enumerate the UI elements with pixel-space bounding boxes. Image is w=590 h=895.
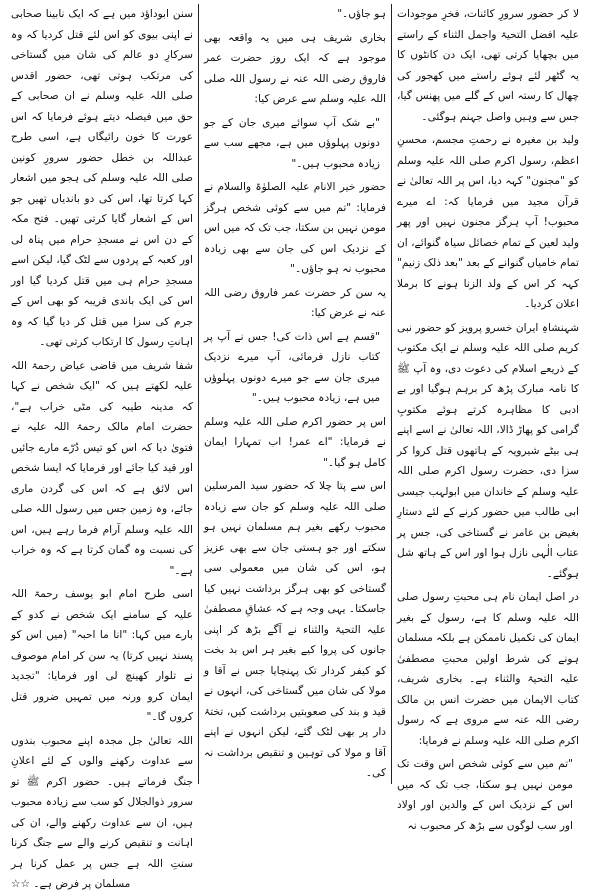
paragraph: سنن ابوداؤد میں ہے کہ ایک نابینا صحابی نے اپنی بیوی کو اس لئے قتل کردیا کہ وہ سرکارِ دو عالم کی شان میں گستاخی کی مرتکب ہوتی تھی، حضور اقدس صلی اللہ علیہ وسلم نے ان صحابی کے حق میں فیصلہ دیتے ہوئے فرمایا کہ اس عورت کا خون رائیگاں ہے، اسی طرح عبداللہ بن خطل حضور سرورِ کونین صلی اللہ علیہ وسلم کی ہجو میں اشعار کہا کرتا تھا، اس کی دو باندیاں تھیں جو اس کے اشعار گایا کرتی تھیں۔ فتح مکہ کے دن اس نے مسجدِ حرام میں پناہ لی اور کعبہ کے پردوں سے لٹک گیا، لیکن اسے مسجدِ حرام ہی میں قتل کردیا گیا اور اس کی ایک باندی قریبہ کو بھی اس کے جرم کی سزا میں قتل کر دیا گیا کہ وہ اہانتِ رسول کا ارتکاب کرتی تھی۔ — [11, 8, 193, 348]
hadith-quote: "تم میں سے کوئی شخص اس وقت تک مومن نہیں ہو سکتا، جب تک کہ میں اس کے نزدیک اس کے والدین اور اولاد اور سب لوگوں سے بڑھ کر محبوب نہ — [397, 758, 573, 832]
column-middle — [199, 4, 392, 784]
hadith-quote: "قسم ہے اس ذات کی! جس نے آپ پر کتاب نازل فرمائی، آپ میرے نزدیک میری جان سے جو میرے دونوں پہلوؤں میں ہے، زیادہ محبوب ہیں۔" — [204, 330, 380, 404]
paragraph: اس پر حضور اکرم صلی اللہ علیہ وسلم نے فرمایا: "اے عمر! اب تمہارا ایمان کامل ہو گیا۔" — [204, 415, 386, 469]
paragraph: اس سے پتا چلا کہ حضور سید المرسلین صلی اللہ علیہ وسلم کو جان سے زیادہ محبوب رکھے بغیر ہم مسلمان نہیں ہو سکتے اور جو ہستی جان سے بھی عزیز ہو، اس کی شان میں معمولی سی گستاخی کو بھی ہرگز برداشت نہیں کیا جاسکتا۔ یہی وجہ ہے کہ عشاقِ مصطفیٰ علیہ التحیۃ والثناء نے آگے بڑھ کر اپنی جانوں کی پروا کیے بغیر ہر اس بد بخت کو کیفر کردار تک پہنچایا جس نے آقا و مولا کی شان میں گستاخی کی، انہوں نے قید و بند کی صعوبتیں برداشت کیں، تختۂ دار پر بھی لٹک گئے، لیکن انہوں نے اپنے آقا و مولا کی توہین و تنقیص برداشت نہ کی۔ — [204, 480, 386, 779]
text-columns — [6, 4, 584, 890]
column-right — [392, 4, 584, 832]
hadith-quote: "بے شک آپ سوائے میری جان کے جو دونوں پہلوؤں میں ہے، مجھے سب سے زیادہ محبوب ہیں۔" — [204, 116, 380, 170]
paragraph: اسی طرح امام ابو یوسف رحمۃ اللہ علیہ کے سامنے ایک شخص نے کدو کے بارے میں کہا: "انا ما احبہ" (میں اس کو پسند نہیں کرتا) یہ سن کر امام موصوف نے تلوار کھینچ لی اور فرمایا: "تجدید ایمان کرو ورنہ میں تمہیں ضرور قتل کروں گا۔" — [11, 588, 193, 723]
paragraph: بخاری شریف ہی میں یہ واقعہ بھی موجود ہے کہ ایک روز حضرت عمر فاروق رضی اللہ عنہ نے رسول اللہ صلی اللہ علیہ وسلم سے عرض کیا: — [204, 31, 386, 105]
paragraph: ولید بن مغیرہ نے رحمتِ مجسم، محسنِ اعظم، رسول اکرم صلی اللہ علیہ وسلم کو "مجنون" کہہ دیا، اس پر اللہ تعالیٰ نے قرآن مجید میں فرمایا کہ: اے میرے محبوب! آپ ہرگز مجنون نہیں اور پھر ولید لعین کے تمام خصائل سیاہ گنوائے، ان تمام خامیاں گنوانے کے بعد "بعد ذلک زنیم" کہہ کر اس کے ولد الزنا ہونے کا برملا اعلان کردیا۔ — [397, 134, 579, 310]
paragraph: شہنشاہِ ایران خسرو پرویز کو حضور نبی کریم صلی اللہ علیہ وسلم نے ایک مکتوب کے ذریعے اسلام کی دعوت دی، وہ آپ ﷺ کا نامہ مبارک پڑھ کر برہم ہوگیا اور بے ادبی کا مظاہرہ کرتے ہوئے مکتوبِ گرامی کو پھاڑ ڈالا، اللہ تعالیٰ نے اسے اپنے ہی بیٹے شیرویہ کے ہاتھوں قتل کروا کر سزا دی، حضرت رسول اکرم صلی اللہ علیہ وسلم کے خاندان میں ابولہب جیسی ابی طالب میں حضور کرنے کے لئے دستارِ بغیض بن عامر نے گستاخی کی، جس پر عتاب الٰہی نازل ہوا اور اس کے ہاتھ شل ہوگئے۔ — [397, 321, 579, 580]
paragraph: اللہ تعالیٰ جل مجدہ اپنے محبوب بندوں سے عداوت رکھنے والوں کے لئے اعلانِ جنگ فرماتے ہیں۔ حضور اکرم ﷺ تو سرور ذوالجلال کو سب سے زیادہ محبوب ہیں، ان سے عداوت رکھنے والے، ان کی اہانت و تنقیص کرنے والے سے جنگ کرنا سنتِ اللہ ہے جس پر عمل کرنا ہر مسلمان پر فرض ہے۔ ☆☆ — [11, 734, 193, 890]
paragraph: در اصل ایمان نام ہی محبتِ رسول صلی اللہ علیہ وسلم کا ہے، رسول کے بغیر ایمان کی تکمیل ناممکن ہے بلکہ مسلمان ہونے کی شرط اولین محبتِ مصطفیٰ علیہ التحیۃ والثناء ہے۔ بخاری شریف، کتاب الایمان میں حضرت انس بن مالک رضی اللہ عنہ سے مروی ہے کہ رسول اکرم صلی اللہ علیہ وسلم نے فرمایا: — [397, 591, 579, 747]
paragraph: یہ سن کر حضرت عمر فاروق رضی اللہ عنہ نے عرض کیا: — [204, 286, 386, 319]
paragraph: حضور خیر الانام علیہ الصلوٰۃ والسلام نے فرمایا: "تم میں سے کوئی شخص ہرگز مومن نہیں بن سکتا، جب تک کہ میں اس کے نزدیک اس کی جان سے بھی زیادہ محبوب نہ ہو جاؤں۔" — [204, 181, 386, 275]
column-left — [6, 4, 199, 890]
paragraph: لا کر حضور سرورِ کائنات، فخرِ موجودات علیہ افضل التحیۃ واجمل الثناء کے راستے میں بچھایا کرتی تھی، ایک دن کانٹوں کا یہ گٹھر لئے ہوئے راستے میں کھجور کی چھال کا رستہ اس کے گلے میں پھنس گیا، جس سے وہیں واصل جہنم ہوگئی۔ — [397, 8, 579, 123]
paragraph: ہو جاؤں۔" — [337, 8, 386, 20]
paragraph: شفا شریف میں قاضی عیاض رحمۃ اللہ علیہ لکھتے ہیں کہ "ایک شخص نے کہا کہ مدینہ طیبہ کی مٹی خراب ہے"، حضرت امام مالک رحمۃ اللہ علیہ نے فتویٰ دیا کہ اس کو تیس دُرّے مارے جائیں اور قید کیا جائے اور فرمایا کہ ایسا شخص اس لائق ہے کہ اس کی گردن ماری جائے، وہ زمین جس میں رسول اللہ صلی اللہ علیہ وسلم آرام فرما رہے ہیں، اس کی نسبت وہ گمان کرتا ہے کہ وہ خراب ہے۔" — [10, 359, 193, 577]
